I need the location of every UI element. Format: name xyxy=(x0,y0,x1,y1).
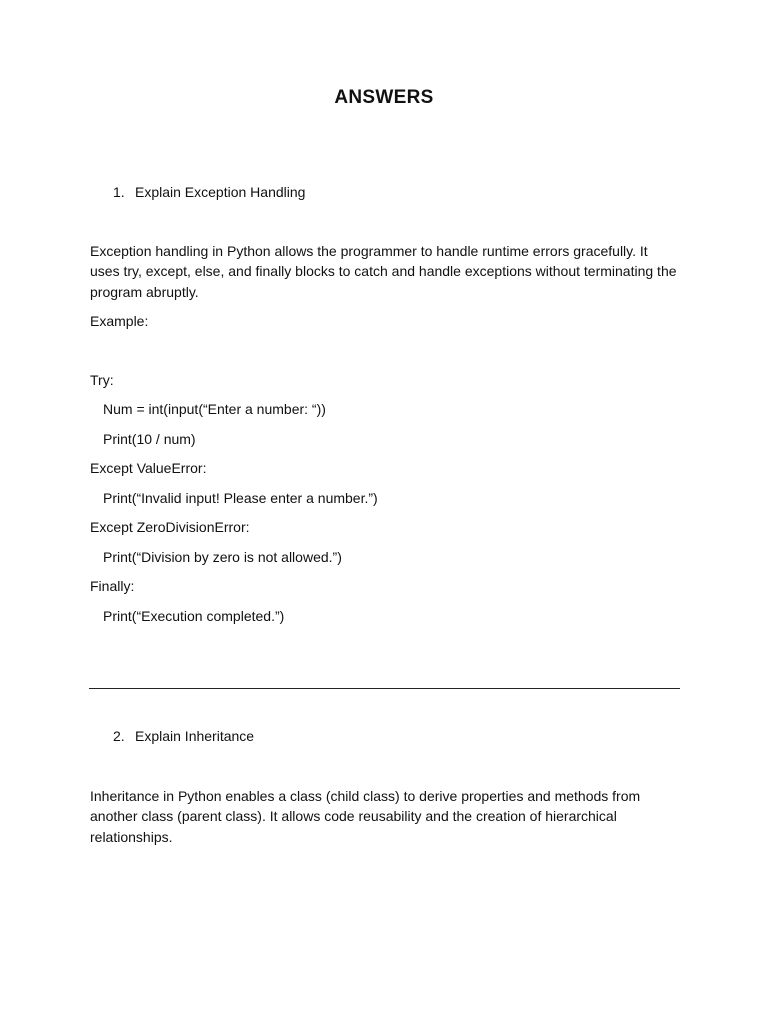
code-line-print-invalid: Print(“Invalid input! Please enter a number.”) xyxy=(103,490,378,506)
code-line-input: Num = int(input(“Enter a number: “)) xyxy=(103,401,326,417)
section-divider xyxy=(89,688,680,689)
example-label: Example: xyxy=(90,313,149,329)
code-line-print-completed: Print(“Execution completed.”) xyxy=(103,608,285,624)
question-2-heading xyxy=(113,726,254,746)
question-2-number: 2. xyxy=(113,728,125,744)
code-line-except-valueerror: Except ValueError: xyxy=(90,460,207,476)
question-2-answer-paragraph: Inheritance in Python enables a class (child class) to derive properties and methods from another class (parent class). It allows code reusability and the creation of hierarchical relationships. xyxy=(90,788,641,845)
code-line-try: Try: xyxy=(90,372,114,388)
question-1-heading xyxy=(113,182,305,202)
code-line-finally: Finally: xyxy=(90,578,135,594)
question-1-number: 1. xyxy=(113,184,125,200)
code-line-print-division: Print(10 / num) xyxy=(103,431,196,447)
question-1-text: Explain Exception Handling xyxy=(135,184,306,200)
page-title: ANSWERS xyxy=(334,87,434,108)
question-1-answer-paragraph: Exception handling in Python allows the programmer to handle runtime errors gracefully. It uses try, except, else, and finally blocks to catch and handle exceptions without terminating the program abruptly. xyxy=(90,243,677,300)
code-line-print-zerodivision: Print(“Division by zero is not allowed.”) xyxy=(103,549,342,565)
code-line-except-zerodivision: Except ZeroDivisionError: xyxy=(90,519,250,535)
question-2-text: Explain Inheritance xyxy=(135,728,255,744)
